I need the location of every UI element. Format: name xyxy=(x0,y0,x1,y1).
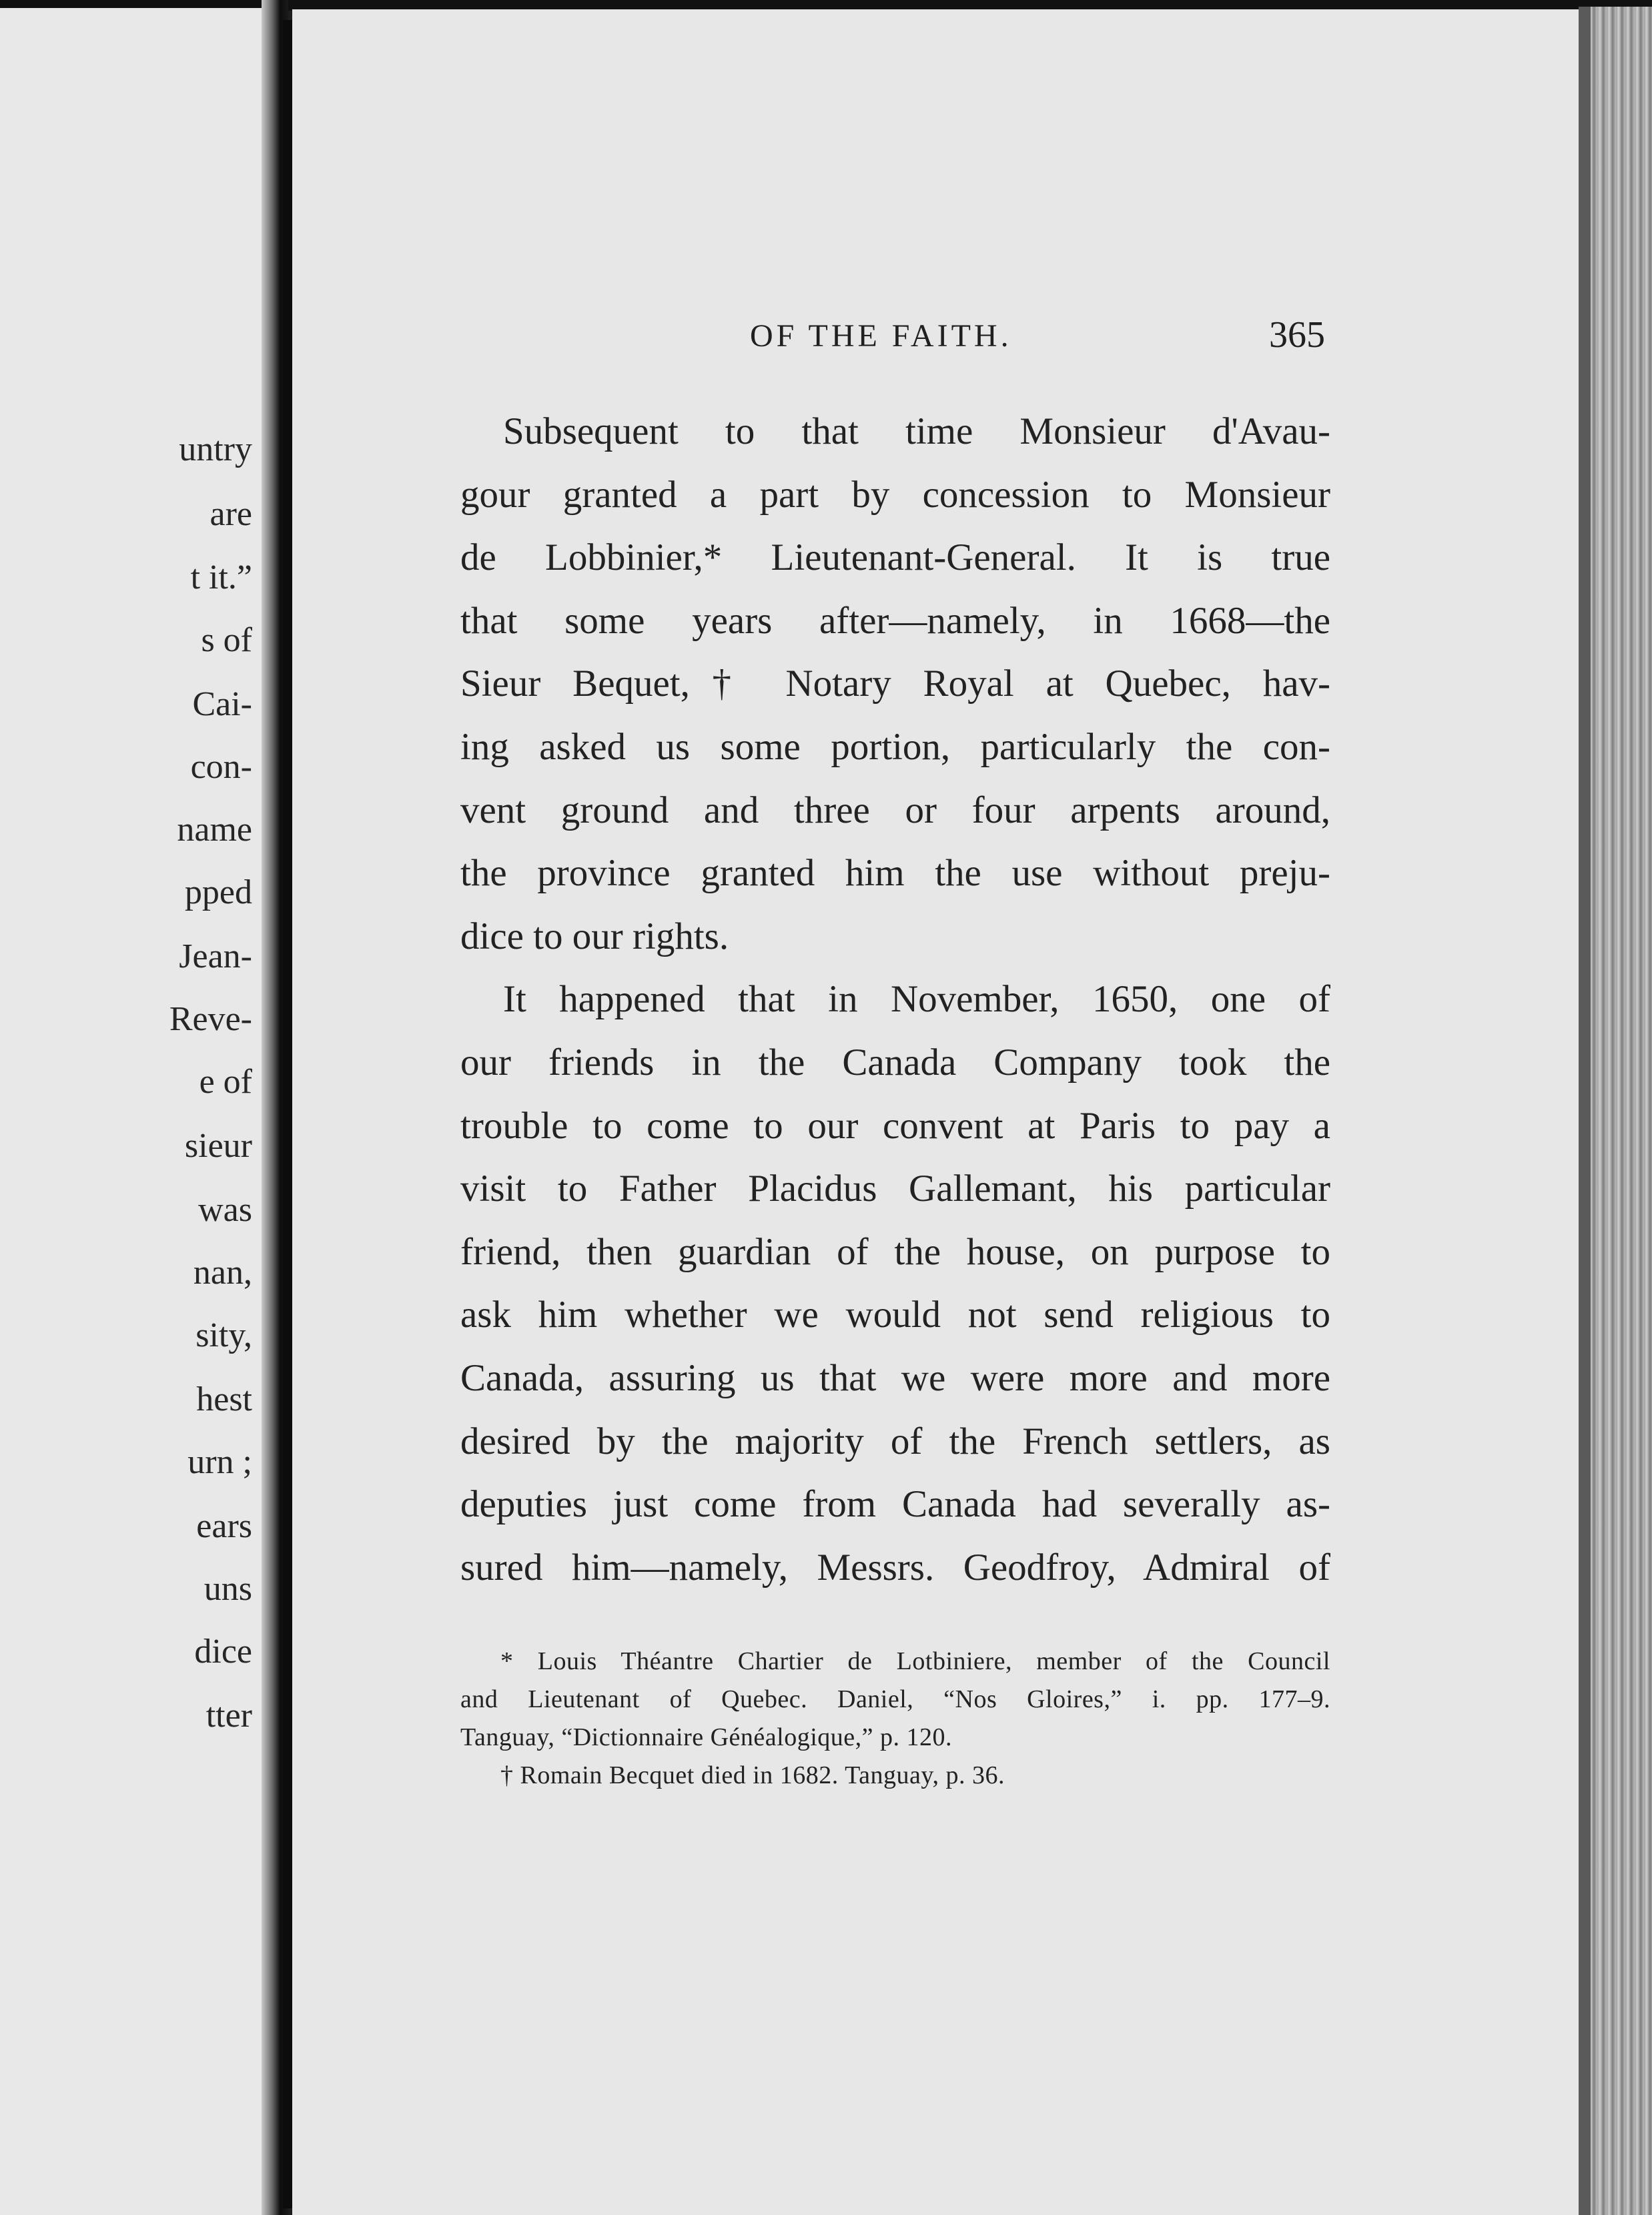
footnote-line: † Romain Becquet died in 1682. Tanguay, p. 36. xyxy=(500,1761,1005,1789)
body-line: ing asked us some portion, particularly the con- xyxy=(460,725,1330,768)
left-page-line: ears xyxy=(196,1507,252,1545)
left-page-line: hest xyxy=(196,1380,252,1418)
left-page-line: tter xyxy=(205,1697,252,1735)
left-page-line: Reve- xyxy=(169,1000,252,1038)
body-line: dice to our rights. xyxy=(460,915,729,957)
body-line: deputies just come from Canada had severally as- xyxy=(460,1483,1330,1526)
footnote-line: * Louis Théantre Chartier de Lotbiniere, member of the Council xyxy=(500,1647,1330,1675)
running-head: OF THE FAITH. xyxy=(750,318,1012,354)
left-page-line: uns xyxy=(203,1570,252,1608)
left-page-line: s of xyxy=(201,621,252,659)
body-line: gour granted a part by concession to Monsieur xyxy=(460,473,1330,516)
left-page-line: untry xyxy=(179,430,252,468)
body-line: our friends in the Canada Company took the xyxy=(460,1041,1330,1083)
body-line: desired by the majority of the French settlers, as xyxy=(460,1420,1330,1462)
footnote-line: and Lieutenant of Quebec. Daniel, “Nos Gloires,” i. pp. 177–9. xyxy=(460,1685,1330,1713)
footnotes xyxy=(460,1643,1330,1795)
body-line: Sieur Bequet,† Notary Royal at Quebec, hav- xyxy=(460,662,1330,705)
left-page-line: Cai- xyxy=(192,685,252,723)
left-page-line: nan, xyxy=(193,1254,252,1292)
body-line: vent ground and three or four arpents around, xyxy=(460,789,1330,831)
body-line: ask him whether we would not send religious to xyxy=(460,1294,1330,1336)
page-number: 365 xyxy=(1269,314,1325,356)
left-page-line: was xyxy=(198,1191,252,1229)
left-page-line: t it.” xyxy=(190,558,252,596)
body-line: Canada, assuring us that we were more and more xyxy=(460,1356,1330,1399)
body-line: It happened that in November, 1650, one of xyxy=(503,978,1330,1021)
body-line: sured him—namely, Messrs. Geodfroy, Admiral of xyxy=(460,1546,1330,1589)
left-page-line: sity, xyxy=(195,1316,252,1354)
footnote-line: Tanguay, “Dictionnaire Généalogique,” p. 120. xyxy=(460,1723,953,1751)
body-line: friend, then guardian of the house, on purpose to xyxy=(460,1230,1330,1273)
body-line: de Lobbinier,* Lieutenant-General. It is true xyxy=(460,536,1330,579)
body-line: trouble to come to our convent at Paris to pay a xyxy=(460,1104,1330,1147)
body-line: Subsequent to that time Monsieur d'Avau- xyxy=(503,410,1330,452)
left-page-line: pped xyxy=(184,873,252,911)
body-line: the province granted him the use without preju- xyxy=(460,852,1330,895)
left-page-line: dice xyxy=(194,1633,252,1671)
left-page-line: Jean- xyxy=(179,937,252,975)
left-page-line: sieur xyxy=(184,1127,252,1165)
body-text xyxy=(460,400,1330,1599)
previous-page-fragment xyxy=(0,8,262,2215)
left-page-line: e of xyxy=(199,1063,252,1101)
page-edge-shadow xyxy=(1579,7,1591,2215)
left-page-line: are xyxy=(210,495,252,533)
body-line: that some years after—namely, in 1668—the xyxy=(460,599,1330,642)
left-page-line: name xyxy=(177,811,252,849)
left-page-line: urn ; xyxy=(187,1443,252,1481)
left-page-line: con- xyxy=(190,748,252,786)
body-line: visit to Father Placidus Gallemant, his particular xyxy=(460,1168,1330,1210)
